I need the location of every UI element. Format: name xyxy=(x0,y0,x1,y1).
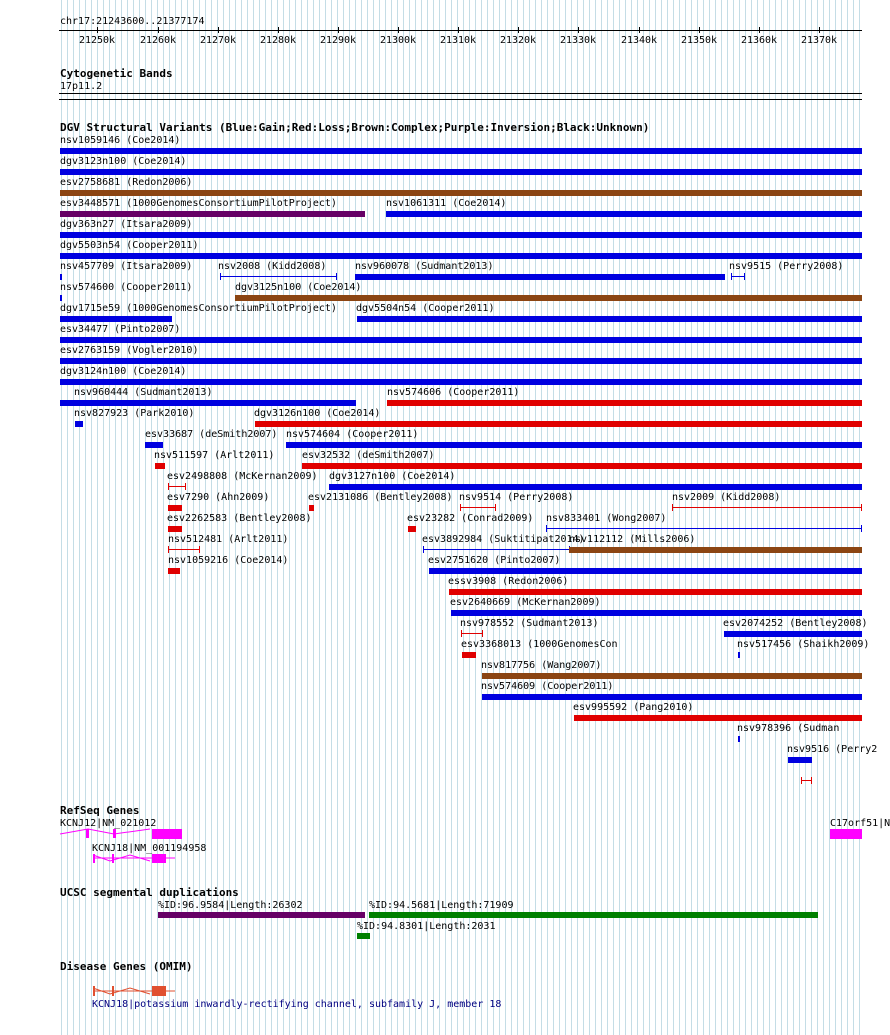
dgv-variant-bar[interactable] xyxy=(724,631,862,637)
dgv-variant-label[interactable]: nsv817756 (Wang2007) xyxy=(481,660,602,671)
segdup-label-1[interactable]: %ID:96.9584|Length:26302 xyxy=(158,900,303,911)
segdup-label-3[interactable]: %ID:94.8301|Length:2031 xyxy=(357,921,496,932)
gene-label-kcnj18[interactable]: KCNJ18|NM_001194958 xyxy=(92,843,207,854)
dgv-variant-bar[interactable] xyxy=(145,442,163,448)
dgv-variant-bar[interactable] xyxy=(168,568,180,574)
dgv-variant-bar[interactable] xyxy=(546,525,862,532)
cytoband-top-line xyxy=(59,93,862,94)
segdup-bar-3[interactable] xyxy=(357,933,370,939)
dgv-variant-label[interactable]: esv7290 (Ahn2009) xyxy=(167,492,270,503)
dgv-variant-bar[interactable] xyxy=(75,421,83,427)
dgv-variant-bar[interactable] xyxy=(60,358,862,364)
ruler-tick-label: 21350k xyxy=(680,35,718,46)
dgv-variant-bar[interactable] xyxy=(60,295,62,301)
dgv-variant-label[interactable]: nsv1059216 (Coe2014) xyxy=(168,555,289,566)
dgv-variant-label[interactable]: nsv9516 (Perry2 xyxy=(787,744,878,755)
dgv-variant-label[interactable]: esv2262583 (Bentley2008) xyxy=(167,513,312,524)
dgv-variant-label[interactable]: nsv833401 (Wong2007) xyxy=(546,513,667,524)
ruler-line xyxy=(59,30,862,31)
dgv-variant-label[interactable]: esv2074252 (Bentley2008) xyxy=(723,618,868,629)
dgv-variant-label[interactable]: nsv574604 (Cooper2011) xyxy=(286,429,419,440)
ruler-tick xyxy=(578,27,579,33)
dgv-variant-bar[interactable] xyxy=(60,253,862,259)
dgv-variant-label[interactable]: nsv9514 (Perry2008) xyxy=(459,492,574,503)
dgv-variant-bar[interactable] xyxy=(220,273,337,280)
ruler-tick xyxy=(819,27,820,33)
gene-label-c17orf51[interactable]: C17orf51|N xyxy=(830,818,890,829)
dgv-variant-label[interactable]: dgv3123n100 (Coe2014) xyxy=(60,156,187,167)
ruler-tick-label: 21360k xyxy=(740,35,778,46)
dgv-variant-label[interactable]: esv2640669 (McKernan2009) xyxy=(450,597,601,608)
dgv-variant-label[interactable]: nsv517456 (Shaikh2009) xyxy=(737,639,870,650)
dgv-variant-label[interactable]: dgv3126n100 (Coe2014) xyxy=(254,408,381,419)
ruler-tick-label: 21300k xyxy=(379,35,417,46)
dgv-variant-bar[interactable] xyxy=(408,526,416,532)
dgv-variant-bar[interactable] xyxy=(60,379,862,385)
dgv-variant-label[interactable]: nsv574600 (Cooper2011) xyxy=(60,282,193,293)
ruler-tick-label: 21260k xyxy=(139,35,177,46)
omim-track-title[interactable]: Disease Genes (OMIM) xyxy=(60,960,193,973)
ruler-tick xyxy=(398,27,399,33)
dgv-variant-bar[interactable] xyxy=(168,546,200,553)
ruler-tick-label: 21340k xyxy=(620,35,658,46)
dgv-variant-bar[interactable] xyxy=(60,274,62,280)
dgv-variant-label[interactable]: esv23282 (Conrad2009) xyxy=(407,513,534,524)
dgv-variant-bar[interactable] xyxy=(461,630,483,637)
dgv-variant-label[interactable]: esv3448571 (1000GenomesConsortiumPilotProject) xyxy=(60,198,337,209)
dgv-variant-label[interactable]: esv2763159 (Vogler2010) xyxy=(60,345,199,356)
dgv-variant-label[interactable]: dgv363n27 (Itsara2009) xyxy=(60,219,193,230)
dgv-variant-bar[interactable] xyxy=(788,757,812,763)
dgv-variant-label[interactable]: esv32532 (deSmith2007) xyxy=(302,450,435,461)
dgv-variant-bar[interactable] xyxy=(60,337,862,343)
dgv-variant-label[interactable]: esv3892984 (Suktitipat2014) xyxy=(422,534,585,545)
dgv-variant-bar[interactable] xyxy=(357,316,862,322)
dgv-variant-label[interactable]: esv3368013 (1000GenomesCon xyxy=(461,639,618,650)
dgv-variant-bar[interactable] xyxy=(429,568,862,574)
refseq-track-title[interactable]: RefSeq Genes xyxy=(60,804,140,817)
dgv-variant-bar[interactable] xyxy=(462,652,476,658)
dgv-variant-bar[interactable] xyxy=(574,715,862,721)
ruler-tick-label: 21330k xyxy=(559,35,597,46)
dgv-variant-bar[interactable] xyxy=(672,504,862,511)
dgv-variant-label[interactable]: nsv960444 (Sudmant2013) xyxy=(74,387,213,398)
dgv-variant-label[interactable]: nsv2008 (Kidd2008) xyxy=(218,261,327,272)
dgv-variant-bar[interactable] xyxy=(60,148,862,154)
ruler-tick-label: 21270k xyxy=(199,35,237,46)
dgv-variant-label[interactable]: dgv5504n54 (Cooper2011) xyxy=(356,303,495,314)
refseq-gene-models[interactable] xyxy=(0,825,890,865)
ruler-tick-label: 21370k xyxy=(800,35,838,46)
dgv-track-title[interactable]: DGV Structural Variants (Blue:Gain;Red:Loss;Brown:Complex;Purple:Inversion;Black:Unknown) xyxy=(60,121,650,134)
dgv-variant-label[interactable]: nsv9515 (Perry2008) xyxy=(729,261,844,272)
dgv-variant-label[interactable]: esv34477 (Pinto2007) xyxy=(60,324,181,335)
omim-gene-model[interactable] xyxy=(0,983,890,999)
dgv-variant-label[interactable]: dgv1715e59 (1000GenomesConsortiumPilotProject) xyxy=(60,303,337,314)
ruler-tick xyxy=(639,27,640,33)
dgv-variant-bar[interactable] xyxy=(482,694,862,700)
dgv-variant-label[interactable]: nsv978552 (Sudmant2013) xyxy=(460,618,599,629)
dgv-variant-label[interactable]: nsv2009 (Kidd2008) xyxy=(672,492,781,503)
dgv-variant-bar[interactable] xyxy=(569,547,862,553)
dgv-variant-bar[interactable] xyxy=(60,316,172,322)
dgv-variant-bar[interactable] xyxy=(60,211,365,217)
dgv-variant-bar[interactable] xyxy=(731,273,745,280)
dgv-variant-label[interactable]: esv2758681 (Redon2006) xyxy=(60,177,193,188)
dgv-variant-bar[interactable] xyxy=(801,777,812,784)
position-label: chr17:21243600..21377174 xyxy=(60,16,205,27)
dgv-variant-label[interactable]: esv2131086 (Bentley2008) xyxy=(308,492,453,503)
ruler-tick-label: 21290k xyxy=(319,35,357,46)
ruler-tick-label: 21250k xyxy=(78,35,116,46)
dgv-variant-bar[interactable] xyxy=(255,421,862,427)
ruler-tick-label: 21280k xyxy=(259,35,297,46)
dgv-variant-bar[interactable] xyxy=(168,526,182,532)
dgv-variant-label[interactable]: nsv960078 (Sudmant2013) xyxy=(355,261,494,272)
dgv-variant-bar[interactable] xyxy=(155,463,165,469)
dgv-variant-bar[interactable] xyxy=(482,673,862,679)
ruler-tick xyxy=(699,27,700,33)
ruler-tick xyxy=(218,27,219,33)
ruler-tick xyxy=(338,27,339,33)
dgv-variant-bar[interactable] xyxy=(738,652,740,658)
cytoband-bottom-line xyxy=(59,99,862,100)
dgv-variant-label[interactable]: dgv3124n100 (Coe2014) xyxy=(60,366,187,377)
dgv-variant-bar[interactable] xyxy=(60,169,862,175)
ruler-tick-label: 21320k xyxy=(499,35,537,46)
dgv-variant-label[interactable]: essv3908 (Redon2006) xyxy=(448,576,569,587)
dgv-variant-label[interactable]: nsv457709 (Itsara2009) xyxy=(60,261,193,272)
dgv-variant-label[interactable]: nsv827923 (Park2010) xyxy=(74,408,195,419)
segdup-bar-2[interactable] xyxy=(369,912,818,918)
dgv-variant-label[interactable]: dgv3125n100 (Coe2014) xyxy=(235,282,362,293)
dgv-variant-label[interactable]: nsv574609 (Cooper2011) xyxy=(481,681,614,692)
gene-label-kcnj12[interactable]: KCNJ12|NM_021012 xyxy=(60,818,157,829)
dgv-variant-bar[interactable] xyxy=(235,295,862,301)
dgv-variant-bar[interactable] xyxy=(60,400,356,406)
cytoband-label: 17p11.2 xyxy=(60,81,103,92)
ruler-tick xyxy=(759,27,760,33)
ruler-tick xyxy=(158,27,159,33)
dgv-variant-label[interactable]: nsv1059146 (Coe2014) xyxy=(60,135,181,146)
segdup-label-2[interactable]: %ID:94.5681|Length:71909 xyxy=(369,900,514,911)
dgv-variant-bar[interactable] xyxy=(60,190,862,196)
dgv-variant-label[interactable]: nsv978396 (Sudman xyxy=(737,723,840,734)
dgv-variant-bar[interactable] xyxy=(286,442,862,448)
segdup-track-title[interactable]: UCSC segmental duplications xyxy=(60,886,239,899)
dgv-variant-bar[interactable] xyxy=(387,400,862,406)
dgv-variant-label[interactable]: esv33687 (deSmith2007) xyxy=(145,429,278,440)
ruler-tick xyxy=(518,27,519,33)
dgv-variant-bar[interactable] xyxy=(738,736,740,742)
dgv-variant-bar[interactable] xyxy=(329,484,862,490)
dgv-variant-label[interactable]: nsv511597 (Arlt2011) xyxy=(154,450,275,461)
dgv-variant-bar[interactable] xyxy=(168,483,186,490)
omim-label[interactable]: KCNJ18|potassium inwardly-rectifying channel, subfamily J, member 18 xyxy=(92,999,502,1010)
dgv-variant-label[interactable]: esv995592 (Pang2010) xyxy=(573,702,694,713)
cytoband-track-title[interactable]: Cytogenetic Bands xyxy=(60,67,173,80)
dgv-variant-bar[interactable] xyxy=(423,546,570,553)
dgv-variant-label[interactable]: nsv574606 (Cooper2011) xyxy=(387,387,520,398)
ruler-tick-label: 21310k xyxy=(439,35,477,46)
dgv-variant-bar[interactable] xyxy=(460,504,496,511)
segdup-bar-1[interactable] xyxy=(158,912,365,918)
dgv-variant-bar[interactable] xyxy=(168,505,182,511)
dgv-variant-bar[interactable] xyxy=(451,610,862,616)
ruler-tick xyxy=(97,27,98,33)
dgv-variant-label[interactable]: dgv5503n54 (Cooper2011) xyxy=(60,240,199,251)
dgv-variant-bar[interactable] xyxy=(302,463,862,469)
dgv-variant-label[interactable]: nsv512481 (Arlt2011) xyxy=(168,534,289,545)
dgv-variant-bar[interactable] xyxy=(355,274,725,280)
dgv-variant-bar[interactable] xyxy=(449,589,862,595)
dgv-variant-label[interactable]: nsv1061311 (Coe2014) xyxy=(386,198,507,209)
ruler-tick xyxy=(458,27,459,33)
dgv-variant-label[interactable]: nsv112112 (Mills2006) xyxy=(569,534,696,545)
dgv-variant-bar[interactable] xyxy=(386,211,862,217)
dgv-variant-label[interactable]: esv2751620 (Pinto2007) xyxy=(428,555,561,566)
ruler-tick xyxy=(278,27,279,33)
dgv-variant-bar[interactable] xyxy=(60,232,862,238)
dgv-variant-label[interactable]: dgv3127n100 (Coe2014) xyxy=(329,471,456,482)
dgv-variant-label[interactable]: esv2498808 (McKernan2009) xyxy=(167,471,318,482)
dgv-variant-bar[interactable] xyxy=(309,505,314,511)
